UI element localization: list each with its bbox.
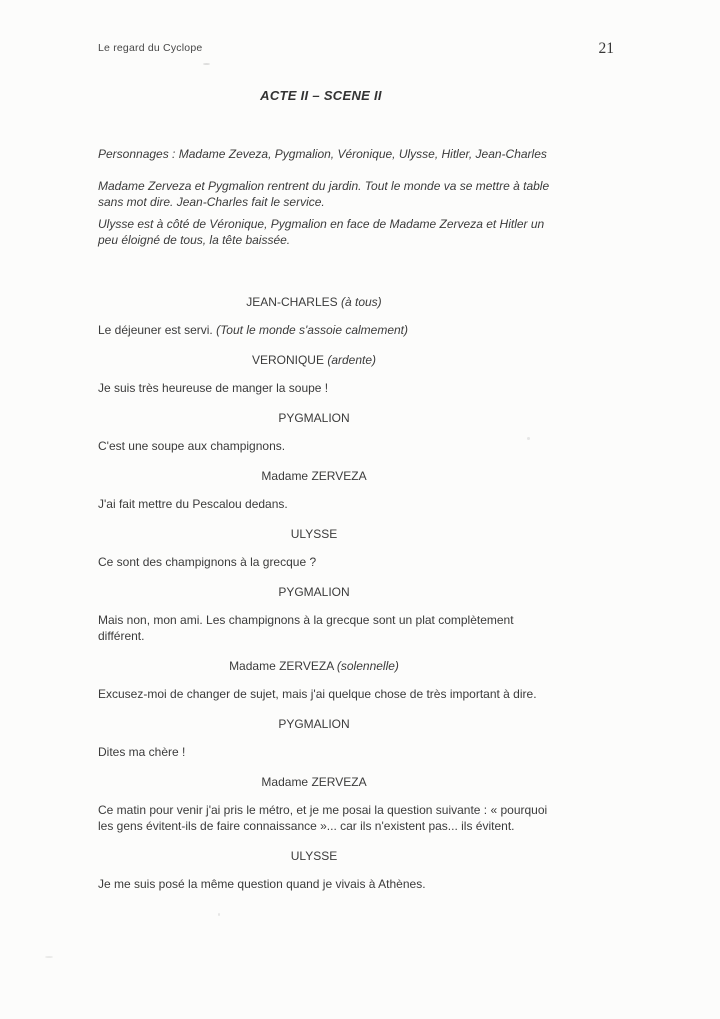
dialogue-line: J'ai fait mettre du Pescalou dedans. <box>98 497 288 511</box>
page-header <box>98 41 614 57</box>
dialogue-line: Dites ma chère ! <box>98 745 186 759</box>
stage-direction-line: Ulysse est à côté de Véronique, Pygmalion en face de Madame Zerveza et Hitler un <box>98 217 545 231</box>
speaker-name: PYGMALION <box>278 411 350 425</box>
dialogue-exchange <box>98 410 610 454</box>
speaker-line <box>98 716 610 732</box>
dialogue-line: Mais non, mon ami. Les champignons à la grecque sont un plat complètement <box>98 613 514 627</box>
dialogue-line: Je me suis posé la même question quand je vivais à Athènes. <box>98 877 426 891</box>
dialogue-line <box>98 322 610 338</box>
page-number: 21 <box>598 40 614 57</box>
scan-artifact <box>45 956 53 958</box>
speaker-name: PYGMALION <box>278 585 350 599</box>
dialogue-line: Ce sont des champignons à la grecque ? <box>98 555 317 569</box>
speaker-line <box>98 352 610 368</box>
speaker-line <box>98 526 610 542</box>
personnages-line: Personnages : Madame Zeveza, Pygmalion, Véronique, Ulysse, Hitler, Jean-Charles <box>98 147 547 161</box>
stage-direction <box>98 178 610 210</box>
dialogue-exchange <box>98 584 610 644</box>
dialogue-line: les gens évitent-ils de faire connaissance »... car ils n'existent pas... ils évitent. <box>98 819 515 833</box>
speaker-line <box>98 658 610 674</box>
speaker-stage-direction: (à tous) <box>341 295 382 309</box>
dialogue-line: différent. <box>98 629 145 643</box>
speaker-line <box>98 468 610 484</box>
speaker-line <box>98 848 610 864</box>
dialogue-line: Ce matin pour venir j'ai pris le métro, et je me posai la question suivante : « pourquoi <box>98 803 548 817</box>
speaker-name: JEAN-CHARLES <box>246 295 338 309</box>
stage-direction-line: sans mot dire. Jean-Charles fait le service. <box>98 195 325 209</box>
speaker-line <box>98 774 610 790</box>
dialogue-exchange <box>98 294 610 338</box>
speaker-line <box>98 584 610 600</box>
scene-title: ACTE II – SCENE II <box>260 88 382 103</box>
dialogue-exchange <box>98 848 610 892</box>
speaker-line <box>98 410 610 426</box>
dialogue-exchange <box>98 658 610 702</box>
script-body <box>98 146 610 892</box>
speaker-line <box>98 294 610 310</box>
scan-artifact <box>203 63 210 65</box>
speaker-name: Madame ZERVEZA <box>229 659 334 673</box>
inline-stage-direction: (Tout le monde s'assoie calmement) <box>216 323 409 337</box>
speaker-name: VERONIQUE <box>251 353 324 367</box>
dialogue-line: C'est une soupe aux champignons. <box>98 439 286 453</box>
speaker-name: Madame ZERVEZA <box>261 775 367 789</box>
stage-direction <box>98 216 610 248</box>
dialogue-exchange <box>98 774 610 834</box>
dialogue-exchange <box>98 352 610 396</box>
speaker-stage-direction: (solennelle) <box>336 659 399 673</box>
scan-artifact <box>218 913 220 916</box>
speaker-name: ULYSSE <box>290 849 338 863</box>
dialogue-exchange <box>98 716 610 760</box>
dialogue-exchange <box>98 468 610 512</box>
dialogue-line: Excusez-moi de changer de sujet, mais j'ai quelque chose de très important à dire. <box>98 687 537 701</box>
dialogue-text: Le déjeuner est servi. <box>98 323 213 337</box>
scan-artifact <box>527 437 530 440</box>
dialogue-line: Je suis très heureuse de manger la soupe ! <box>98 381 329 395</box>
speaker-name: PYGMALION <box>278 717 350 731</box>
stage-direction-line: peu éloigné de tous, la tête baissée. <box>98 233 291 247</box>
stage-direction-line: Madame Zerveza et Pygmalion rentrent du jardin. Tout le monde va se mettre à table <box>98 179 550 193</box>
running-title: Le regard du Cyclope <box>98 42 203 54</box>
speaker-stage-direction: (ardente) <box>327 353 377 367</box>
speaker-name: ULYSSE <box>290 527 338 541</box>
speaker-name: Madame ZERVEZA <box>261 469 367 483</box>
dialogue-exchange <box>98 526 610 570</box>
